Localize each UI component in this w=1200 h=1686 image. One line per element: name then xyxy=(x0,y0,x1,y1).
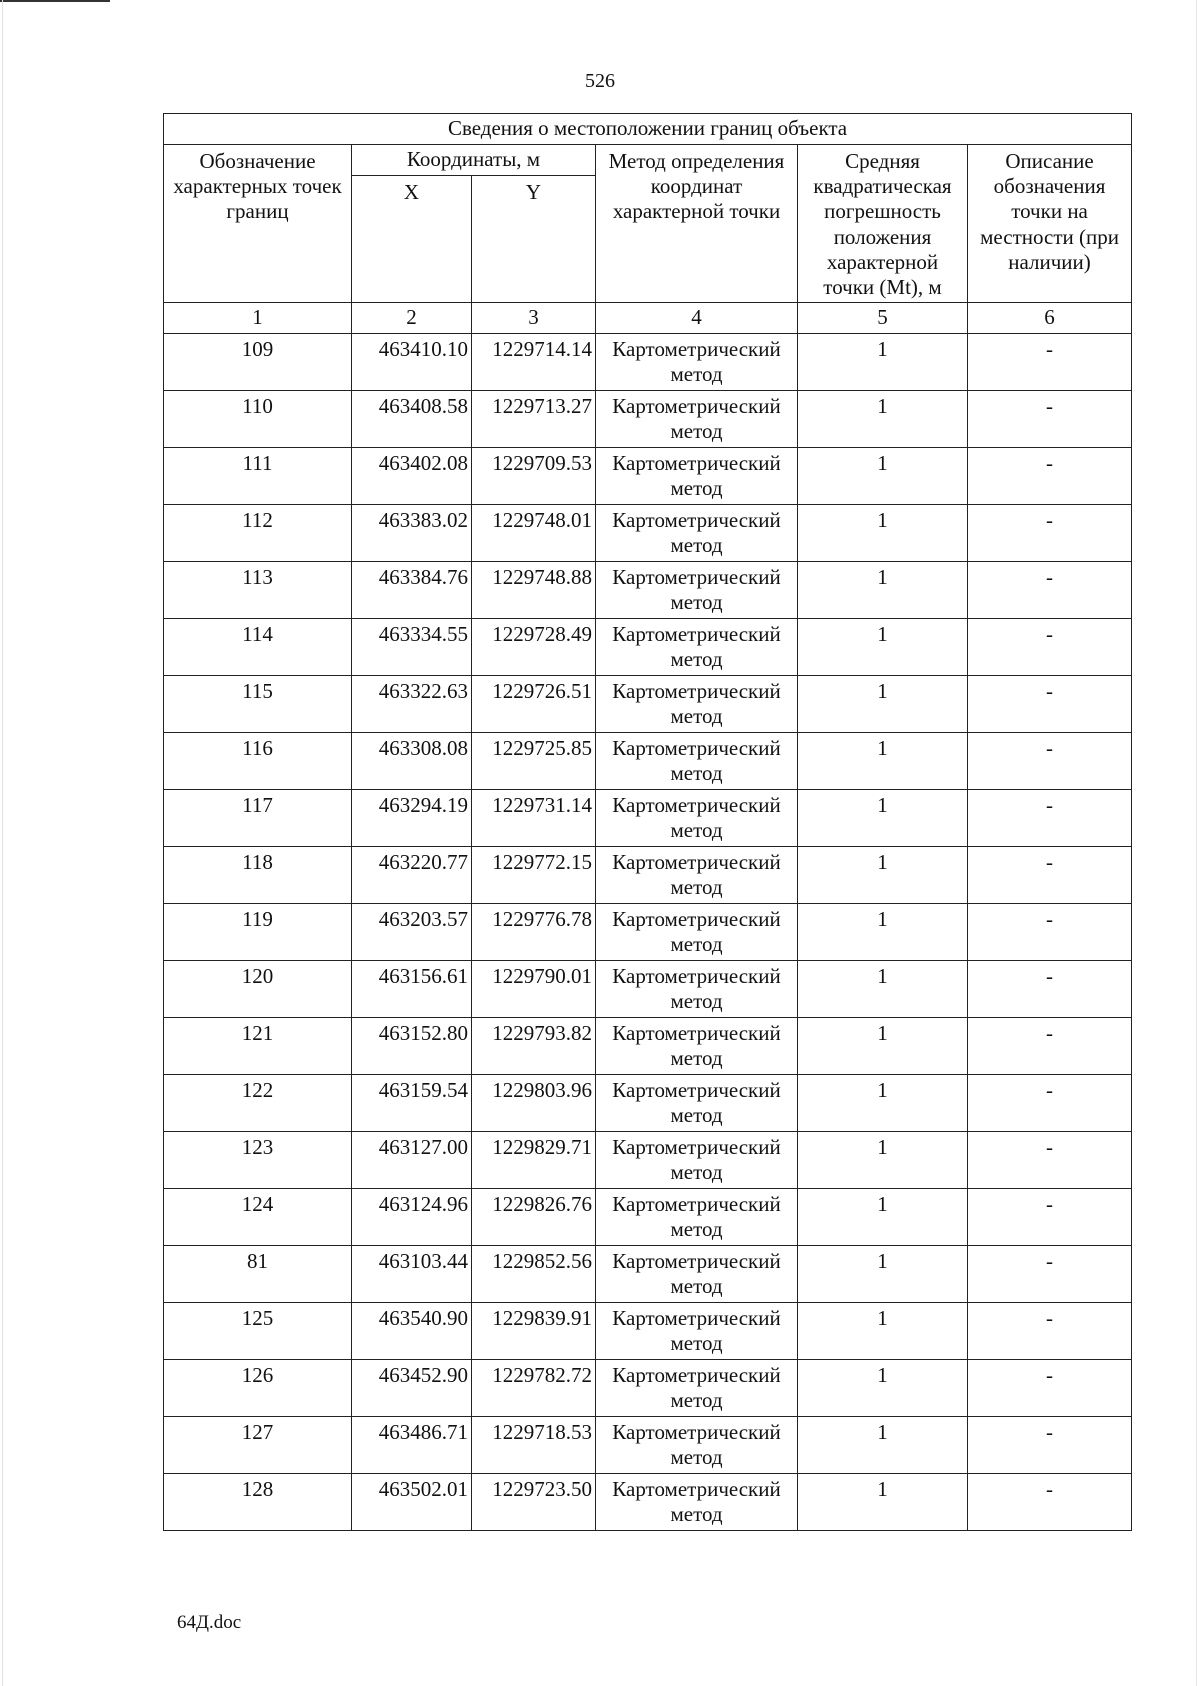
error-cell: 1 xyxy=(798,1474,968,1531)
x-coordinate-cell: 463203.57 xyxy=(352,904,472,961)
error-cell: 1 xyxy=(798,904,968,961)
column-number: 2 xyxy=(352,303,472,334)
description-cell: - xyxy=(968,1360,1132,1417)
error-cell: 1 xyxy=(798,1018,968,1075)
description-cell: - xyxy=(968,1303,1132,1360)
point-cell: 113 xyxy=(164,562,352,619)
page-number: 526 xyxy=(585,70,615,92)
point-cell: 111 xyxy=(164,448,352,505)
point-cell: 120 xyxy=(164,961,352,1018)
table-row xyxy=(164,334,1132,391)
description-cell: - xyxy=(968,448,1132,505)
table-row xyxy=(164,790,1132,847)
error-cell: 1 xyxy=(798,1303,968,1360)
table-row xyxy=(164,1303,1132,1360)
y-coordinate-cell: 1229793.82 xyxy=(472,1018,596,1075)
table-row xyxy=(164,619,1132,676)
description-cell: - xyxy=(968,847,1132,904)
description-cell: - xyxy=(968,1132,1132,1189)
method-cell: Картометрический метод xyxy=(596,676,798,733)
table-title: Сведения о местоположении границ объекта xyxy=(164,114,1132,145)
x-coordinate-cell: 463103.44 xyxy=(352,1246,472,1303)
method-cell: Картометрический метод xyxy=(596,505,798,562)
point-cell: 124 xyxy=(164,1189,352,1246)
table-row xyxy=(164,733,1132,790)
y-coordinate-cell: 1229748.88 xyxy=(472,562,596,619)
description-cell: - xyxy=(968,1018,1132,1075)
method-cell: Картометрический метод xyxy=(596,1075,798,1132)
y-coordinate-cell: 1229839.91 xyxy=(472,1303,596,1360)
method-cell: Картометрический метод xyxy=(596,619,798,676)
column-number: 3 xyxy=(472,303,596,334)
error-cell: 1 xyxy=(798,619,968,676)
method-cell: Картометрический метод xyxy=(596,562,798,619)
error-cell: 1 xyxy=(798,1132,968,1189)
y-coordinate-cell: 1229829.71 xyxy=(472,1132,596,1189)
scan-top-line xyxy=(0,0,110,2)
point-cell: 116 xyxy=(164,733,352,790)
point-cell: 81 xyxy=(164,1246,352,1303)
error-cell: 1 xyxy=(798,1360,968,1417)
x-coordinate-cell: 463294.19 xyxy=(352,790,472,847)
header-y: Y xyxy=(472,176,596,303)
point-cell: 112 xyxy=(164,505,352,562)
footer-filename: 64Д.doc xyxy=(177,1612,242,1633)
method-cell: Картометрический метод xyxy=(596,1132,798,1189)
y-coordinate-cell: 1229723.50 xyxy=(472,1474,596,1531)
method-cell: Картометрический метод xyxy=(596,847,798,904)
table-row xyxy=(164,1360,1132,1417)
x-coordinate-cell: 463220.77 xyxy=(352,847,472,904)
x-coordinate-cell: 463540.90 xyxy=(352,1303,472,1360)
point-cell: 118 xyxy=(164,847,352,904)
y-coordinate-cell: 1229748.01 xyxy=(472,505,596,562)
table-row xyxy=(164,676,1132,733)
header-error: Средняя квадратическая погрешность положения характерной точки (Mt), м xyxy=(798,145,968,303)
point-cell: 125 xyxy=(164,1303,352,1360)
description-cell: - xyxy=(968,1417,1132,1474)
description-cell: - xyxy=(968,790,1132,847)
table-row xyxy=(164,1075,1132,1132)
point-cell: 114 xyxy=(164,619,352,676)
error-cell: 1 xyxy=(798,391,968,448)
y-coordinate-cell: 1229728.49 xyxy=(472,619,596,676)
error-cell: 1 xyxy=(798,847,968,904)
scan-left-edge xyxy=(2,0,3,1686)
column-number: 1 xyxy=(164,303,352,334)
method-cell: Картометрический метод xyxy=(596,904,798,961)
header-method: Метод определения координат характерной точки xyxy=(596,145,798,303)
point-cell: 122 xyxy=(164,1075,352,1132)
x-coordinate-cell: 463452.90 xyxy=(352,1360,472,1417)
error-cell: 1 xyxy=(798,1189,968,1246)
description-cell: - xyxy=(968,334,1132,391)
error-cell: 1 xyxy=(798,733,968,790)
x-coordinate-cell: 463308.08 xyxy=(352,733,472,790)
table-row xyxy=(164,505,1132,562)
y-coordinate-cell: 1229826.76 xyxy=(472,1189,596,1246)
method-cell: Картометрический метод xyxy=(596,334,798,391)
table-row xyxy=(164,562,1132,619)
description-cell: - xyxy=(968,505,1132,562)
method-cell: Картометрический метод xyxy=(596,1018,798,1075)
description-cell: - xyxy=(968,1075,1132,1132)
point-cell: 109 xyxy=(164,334,352,391)
header-description: Описание обозначения точки на местности (при наличии) xyxy=(968,145,1132,303)
y-coordinate-cell: 1229782.72 xyxy=(472,1360,596,1417)
error-cell: 1 xyxy=(798,505,968,562)
y-coordinate-cell: 1229731.14 xyxy=(472,790,596,847)
y-coordinate-cell: 1229709.53 xyxy=(472,448,596,505)
header-designation: Обозначение характерных точек границ xyxy=(164,145,352,303)
description-cell: - xyxy=(968,562,1132,619)
table-row xyxy=(164,1417,1132,1474)
x-coordinate-cell: 463127.00 xyxy=(352,1132,472,1189)
x-coordinate-cell: 463486.71 xyxy=(352,1417,472,1474)
x-coordinate-cell: 463322.63 xyxy=(352,676,472,733)
point-cell: 119 xyxy=(164,904,352,961)
y-coordinate-cell: 1229803.96 xyxy=(472,1075,596,1132)
y-coordinate-cell: 1229714.14 xyxy=(472,334,596,391)
error-cell: 1 xyxy=(798,1075,968,1132)
method-cell: Картометрический метод xyxy=(596,733,798,790)
table-row xyxy=(164,961,1132,1018)
x-coordinate-cell: 463124.96 xyxy=(352,1189,472,1246)
method-cell: Картометрический метод xyxy=(596,1189,798,1246)
header-coordinates: Координаты, м xyxy=(352,145,596,176)
point-cell: 127 xyxy=(164,1417,352,1474)
point-cell: 126 xyxy=(164,1360,352,1417)
point-cell: 128 xyxy=(164,1474,352,1531)
point-cell: 110 xyxy=(164,391,352,448)
y-coordinate-cell: 1229725.85 xyxy=(472,733,596,790)
description-cell: - xyxy=(968,619,1132,676)
method-cell: Картометрический метод xyxy=(596,1303,798,1360)
boundary-coordinates-table xyxy=(163,113,1132,1531)
table-row xyxy=(164,847,1132,904)
x-coordinate-cell: 463402.08 xyxy=(352,448,472,505)
point-cell: 121 xyxy=(164,1018,352,1075)
table-row xyxy=(164,1189,1132,1246)
table-row xyxy=(164,1132,1132,1189)
description-cell: - xyxy=(968,1474,1132,1531)
error-cell: 1 xyxy=(798,1246,968,1303)
description-cell: - xyxy=(968,1246,1132,1303)
column-number: 6 xyxy=(968,303,1132,334)
description-cell: - xyxy=(968,961,1132,1018)
x-coordinate-cell: 463502.01 xyxy=(352,1474,472,1531)
description-cell: - xyxy=(968,391,1132,448)
y-coordinate-cell: 1229790.01 xyxy=(472,961,596,1018)
y-coordinate-cell: 1229772.15 xyxy=(472,847,596,904)
table-row xyxy=(164,1246,1132,1303)
method-cell: Картометрический метод xyxy=(596,391,798,448)
method-cell: Картометрический метод xyxy=(596,448,798,505)
x-coordinate-cell: 463156.61 xyxy=(352,961,472,1018)
error-cell: 1 xyxy=(798,790,968,847)
description-cell: - xyxy=(968,676,1132,733)
description-cell: - xyxy=(968,904,1132,961)
table-row xyxy=(164,904,1132,961)
column-number-row xyxy=(164,303,1132,334)
description-cell: - xyxy=(968,1189,1132,1246)
table-body xyxy=(164,334,1132,1531)
error-cell: 1 xyxy=(798,448,968,505)
y-coordinate-cell: 1229718.53 xyxy=(472,1417,596,1474)
point-cell: 123 xyxy=(164,1132,352,1189)
method-cell: Картометрический метод xyxy=(596,1417,798,1474)
method-cell: Картометрический метод xyxy=(596,1246,798,1303)
column-number: 5 xyxy=(798,303,968,334)
method-cell: Картометрический метод xyxy=(596,1474,798,1531)
point-cell: 115 xyxy=(164,676,352,733)
table-row xyxy=(164,391,1132,448)
y-coordinate-cell: 1229776.78 xyxy=(472,904,596,961)
x-coordinate-cell: 463152.80 xyxy=(352,1018,472,1075)
method-cell: Картометрический метод xyxy=(596,1360,798,1417)
method-cell: Картометрический метод xyxy=(596,961,798,1018)
error-cell: 1 xyxy=(798,334,968,391)
error-cell: 1 xyxy=(798,1417,968,1474)
error-cell: 1 xyxy=(798,961,968,1018)
table-row xyxy=(164,1018,1132,1075)
x-coordinate-cell: 463383.02 xyxy=(352,505,472,562)
scan-right-edge xyxy=(1196,0,1197,1686)
error-cell: 1 xyxy=(798,562,968,619)
x-coordinate-cell: 463410.10 xyxy=(352,334,472,391)
x-coordinate-cell: 463408.58 xyxy=(352,391,472,448)
x-coordinate-cell: 463334.55 xyxy=(352,619,472,676)
header-x: X xyxy=(352,176,472,303)
y-coordinate-cell: 1229852.56 xyxy=(472,1246,596,1303)
point-cell: 117 xyxy=(164,790,352,847)
x-coordinate-cell: 463384.76 xyxy=(352,562,472,619)
table-row xyxy=(164,1474,1132,1531)
column-number: 4 xyxy=(596,303,798,334)
method-cell: Картометрический метод xyxy=(596,790,798,847)
y-coordinate-cell: 1229713.27 xyxy=(472,391,596,448)
description-cell: - xyxy=(968,733,1132,790)
x-coordinate-cell: 463159.54 xyxy=(352,1075,472,1132)
error-cell: 1 xyxy=(798,676,968,733)
table-row xyxy=(164,448,1132,505)
y-coordinate-cell: 1229726.51 xyxy=(472,676,596,733)
